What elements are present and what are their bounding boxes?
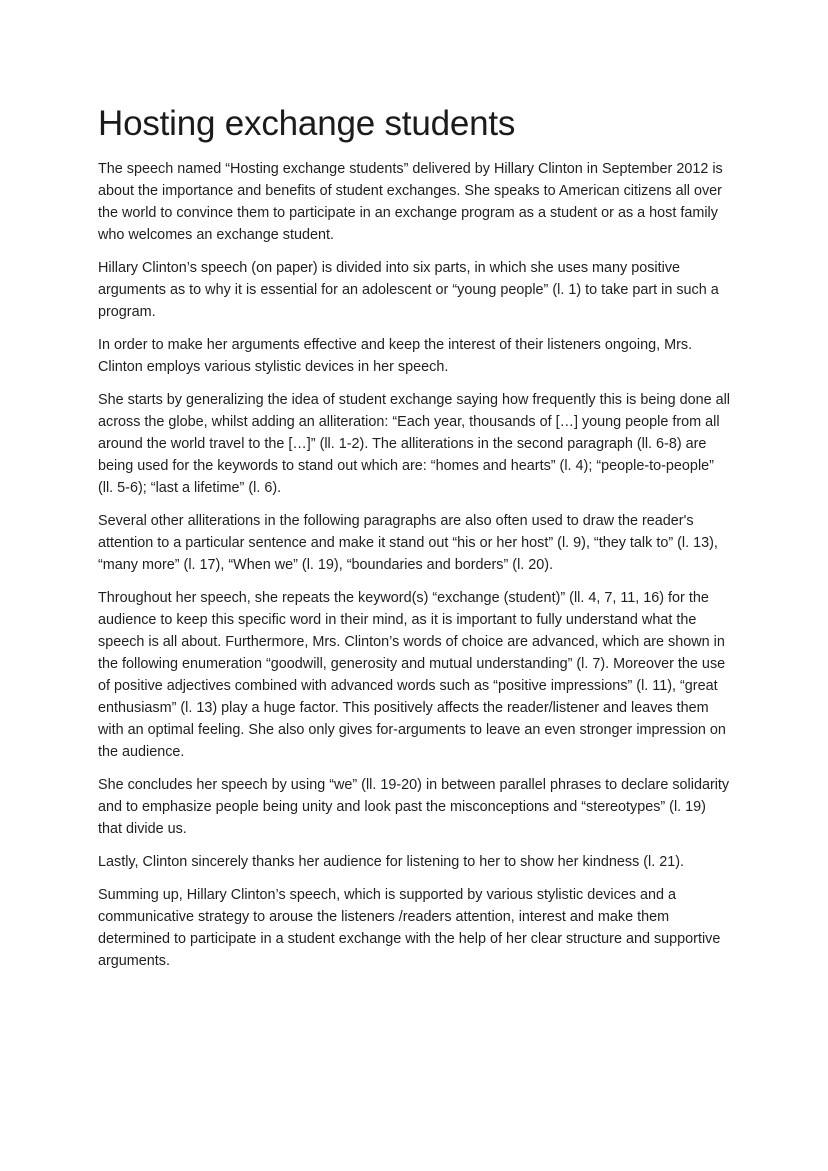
paragraph-repetition: Throughout her speech, she repeats the keyword(s) “exchange (student)” (ll. 4, 7, 11, 16) for the audience to keep this specific word in their mind, as it is important to fully understand what the speech is all about. Furthermore, Mrs. Clinton’s words of choice are advanced, which are shown in the following enumeration “goodwill, generosity and mutual understanding” (l. 7). Moreover the use of positive adjectives combined with advanced words such as “positive impressions” (l. 11), “great enthusiasm” (l. 13) play a huge factor. This positively affects the reader/listener and leaves them with an optimal feeling. She also only gives for-arguments to leave an even stronger impression on the audience. bbox=[98, 590, 726, 760]
paragraph-alliteration-further: Several other alliterations in the following paragraphs are also often used to draw the reader's attention to a particular sentence and make it stand out “his or her host” (l. 9), “they talk to” (l. 13), “many more” (l. 17), “When we” (l. 19), “boundaries and borders” (l. 20). bbox=[98, 513, 718, 573]
document-title: Hosting exchange students bbox=[98, 104, 516, 143]
paragraph-summary: Summing up, Hillary Clinton’s speech, which is supported by various stylistic devices and a communicative strategy to arouse the listeners /readers attention, interest and make them determined to participate in a student exchange with the help of her clear structure and supportive arguments. bbox=[98, 887, 721, 969]
paragraph-conclusion: She concludes her speech by using “we” (ll. 19-20) in between parallel phrases to declare solidarity and to emphasize people being unity and look past the misconceptions and “stereotypes” (l. 19) that divide us. bbox=[98, 777, 730, 837]
document-page bbox=[98, 100, 730, 983]
paragraph-stylistic-devices: In order to make her arguments effective and keep the interest of their listeners ongoing, Mrs. Clinton employs various stylistic devices in her speech. bbox=[98, 337, 693, 375]
paragraph-introduction: The speech named “Hosting exchange students” delivered by Hillary Clinton in September 2012 is about the importance and benefits of student exchanges. She speaks to American citizens all over the world to convince them to participate in an exchange program as a student or as a host family who welcomes an exchange student. bbox=[98, 161, 723, 243]
paragraph-thanks: Lastly, Clinton sincerely thanks her audience for listening to her to show her kindness (l. 21). bbox=[98, 854, 685, 870]
paragraph-structure: Hillary Clinton’s speech (on paper) is divided into six parts, in which she uses many positive arguments as to why it is essential for an adolescent or “young people” (l. 1) to take part in such a program. bbox=[98, 260, 719, 320]
paragraph-alliteration-opening: She starts by generalizing the idea of student exchange saying how frequently this is being done all across the globe, whilst adding an alliteration: “Each year, thousands of […] young people from all around the world travel to the […]” (ll. 1-2). The alliterations in the second paragraph (ll. 6-8) are being used for the keywords to stand out which are: “homes and hearts” (l. 4); “people-to-people” (ll. 5-6); “last a lifetime” (l. 6). bbox=[98, 392, 730, 496]
